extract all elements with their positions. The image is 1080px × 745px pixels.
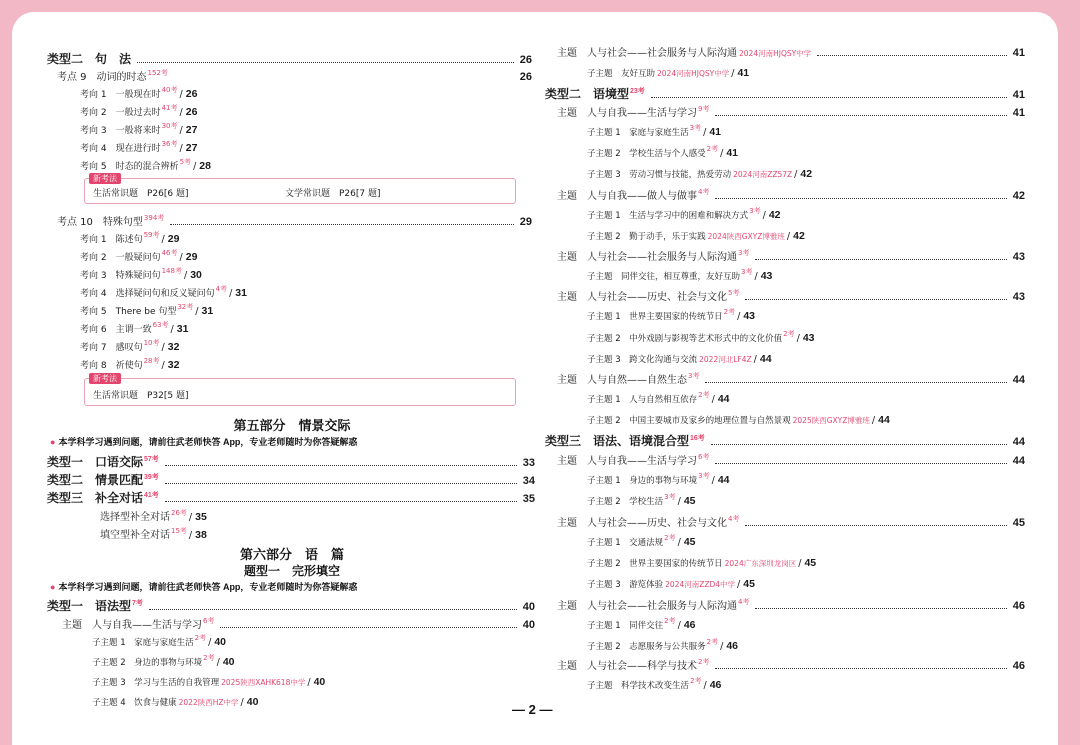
toc-entry[interactable]: 考点 10 特殊句型 394考 29 (57, 214, 532, 228)
toc-entry[interactable]: 类型一 口语交际 57考 33 (47, 455, 535, 469)
toc-entry[interactable]: 子主题 3 劳动习惯与技能，热爱劳动 2024河南ZZ57Z / 42 (587, 168, 813, 180)
toc-entry[interactable]: 考点 9 动词的时态 152考 26 (57, 69, 532, 83)
new-method-badge: 新考法 (89, 173, 121, 184)
toc-entry[interactable]: 主题 人与社会——社会服务与人际沟通 3考 43 (557, 249, 1025, 263)
page-number: — 2 — (512, 702, 553, 717)
toc-entry[interactable]: 考向 4 现在进行时 36考 / 27 (80, 140, 198, 154)
toc-entry[interactable]: 考向 8 祈使句 28考 / 32 (80, 357, 180, 371)
toc-entry[interactable]: 子主题 2 志愿服务与公共服务 2考 / 46 (587, 638, 739, 652)
toc-entry[interactable]: 考向 5 There be 句型 32考 / 31 (80, 303, 214, 317)
toc-entry[interactable]: 类型二 语境型 23考 41 (545, 87, 1025, 101)
toc-entry[interactable]: 子主题 1 身边的事物与环境 3考 / 44 (587, 472, 730, 486)
toc-entry[interactable]: 子主题 2 勤于动手，乐于实践 2024陕西GXYZ博雅班 / 42 (587, 230, 805, 242)
new-method-box: 新考法 生活常识题 P26[6 题] 文学常识题 P26[7 题] (84, 178, 516, 204)
toc-entry[interactable]: 子主题 3 学习与生活的自我管理 2025陕西XAHK618中学 / 40 (92, 676, 326, 688)
toc-entry[interactable]: 子主题 2 学校生活 3考 / 45 (587, 493, 696, 507)
toc-entry[interactable]: 子主题 1 世界主要国家的传统节日 2考 / 43 (587, 308, 756, 322)
toc-entry[interactable]: 主题 人与社会——科学与技术 2考 46 (557, 658, 1025, 672)
toc-entry[interactable]: 考向 7 感叹句 10考 / 32 (80, 339, 180, 353)
toc-entry[interactable]: 子主题 1 家庭与家庭生活 3考 / 41 (587, 124, 722, 138)
new-method-badge: 新考法 (89, 373, 121, 384)
toc-entry[interactable]: 主题 人与自我——生活与学习 6考 40 (62, 617, 535, 631)
toc-entry[interactable]: 子主题 2 中外戏剧与影视等艺术形式中的文化价值 2考 / 43 (587, 330, 815, 344)
toc-entry[interactable]: 考向 5 时态的混合辨析 5考 / 28 (80, 158, 211, 172)
toc-entry[interactable]: 考向 2 一般疑问句 46考 / 29 (80, 249, 198, 263)
toc-entry[interactable]: 子主题 2 世界主要国家的传统节日 2024广东深圳龙岗区 / 45 (587, 557, 817, 569)
toc-entry[interactable]: 子主题 科学技术改变生活 2考 / 46 (587, 677, 722, 691)
toc-entry[interactable]: 类型二 情景匹配 39考 34 (47, 473, 535, 487)
toc-entry[interactable]: 主题 人与社会——历史、社会与文化 4考 45 (557, 515, 1025, 529)
toc-entry[interactable]: 填空型补全对话 15考 / 38 (100, 527, 207, 541)
toc-entry[interactable]: 子主题 1 生活与学习中的困难和解决方式 3考 / 42 (587, 207, 781, 221)
help-notice: ● 本学科学习遇到问题，请前往武老师快答 App，专业老师随时为你答疑解惑 (50, 437, 358, 447)
toc-entry[interactable]: 子主题 1 交通法规 2考 / 45 (587, 534, 696, 548)
toc-page (12, 12, 1058, 745)
toc-entry[interactable]: 考向 4 选择疑问句和反义疑问句 4考 / 31 (80, 285, 247, 299)
help-icon: ● (50, 582, 56, 592)
question-type-title: 题型一 完形填空 (243, 564, 340, 578)
toc-entry[interactable]: 主题 人与社会——社会服务与人际沟通 4考 46 (557, 598, 1025, 612)
part-title: 第五部分 情景交际 (233, 418, 351, 433)
toc-entry[interactable]: 考向 1 一般现在时 40考 / 26 (80, 86, 198, 100)
part-title: 第六部分 语 篇 (239, 547, 344, 562)
toc-entry[interactable]: 类型二 句 法 26 (47, 52, 532, 66)
toc-entry[interactable]: 类型三 语法、语境混合型 16考 44 (545, 434, 1025, 448)
toc-entry[interactable]: 主题 人与自我——生活与学习 9考 41 (557, 105, 1025, 119)
help-icon: ● (50, 437, 56, 447)
toc-entry[interactable]: 子主题 2 中国主要城市及家乡的地理位置与自然景观 2025陕西GXYZ博雅班 / 44 (587, 414, 890, 426)
toc-entry[interactable]: 主题 人与自然——自然生态 3考 44 (557, 372, 1025, 386)
toc-entry[interactable]: 子主题 3 游览体验 2024河南ZZD4中学 / 45 (587, 578, 755, 590)
toc-entry[interactable]: 子主题 4 饮食与健康 2022陕西HZ中学 / 40 (92, 696, 259, 708)
new-method-box: 新考法 生活常识题 P32[5 题] (84, 378, 516, 406)
toc-entry[interactable]: 考向 3 一般将来时 30考 / 27 (80, 122, 198, 136)
toc-entry[interactable]: 子主题 1 人与自然相互依存 2考 / 44 (587, 391, 730, 405)
toc-entry[interactable]: 考向 1 陈述句 59考 / 29 (80, 231, 180, 245)
toc-entry[interactable]: 子主题 1 家庭与家庭生活 2考 / 40 (92, 634, 227, 648)
toc-entry[interactable]: 主题 人与自我——生活与学习 6考 44 (557, 453, 1025, 467)
toc-entry[interactable]: 子主题 同伴交往，相互尊重，友好互助 3考 / 43 (587, 268, 773, 282)
toc-entry[interactable]: 考向 3 特殊疑问句 148考 / 30 (80, 267, 202, 281)
toc-entry[interactable]: 子主题 1 同伴交往 2考 / 46 (587, 617, 696, 631)
toc-entry[interactable]: 子主题 3 跨文化沟通与交流 2022河北LF4Z / 44 (587, 353, 772, 365)
toc-entry[interactable]: 类型一 语法型 7考 40 (47, 599, 535, 613)
toc-entry[interactable]: 主题 人与社会——历史、社会与文化 5考 43 (557, 289, 1025, 303)
toc-entry[interactable]: 子主题 2 学校生活与个人感受 2考 / 41 (587, 145, 739, 159)
toc-entry[interactable]: 选择型补全对话 26考 / 35 (100, 509, 207, 523)
toc-entry[interactable]: 子主题 友好互助 2024河南HJQSY中学 / 41 (587, 67, 750, 79)
toc-entry[interactable]: 考向 6 主谓一致 63考 / 31 (80, 321, 189, 335)
help-notice: ● 本学科学习遇到问题，请前往武老师快答 App，专业老师随时为你答疑解惑 (50, 582, 358, 592)
toc-entry[interactable]: 主题 人与自我——做人与做事 4考 42 (557, 188, 1025, 202)
toc-entry[interactable]: 主题 人与社会——社会服务与人际沟通 2024河南HJQSY中学 41 (557, 47, 1025, 59)
toc-entry[interactable]: 子主题 2 身边的事物与环境 2考 / 40 (92, 654, 235, 668)
toc-entry[interactable]: 考向 2 一般过去时 41考 / 26 (80, 104, 198, 118)
toc-entry[interactable]: 类型三 补全对话 41考 35 (47, 491, 535, 505)
